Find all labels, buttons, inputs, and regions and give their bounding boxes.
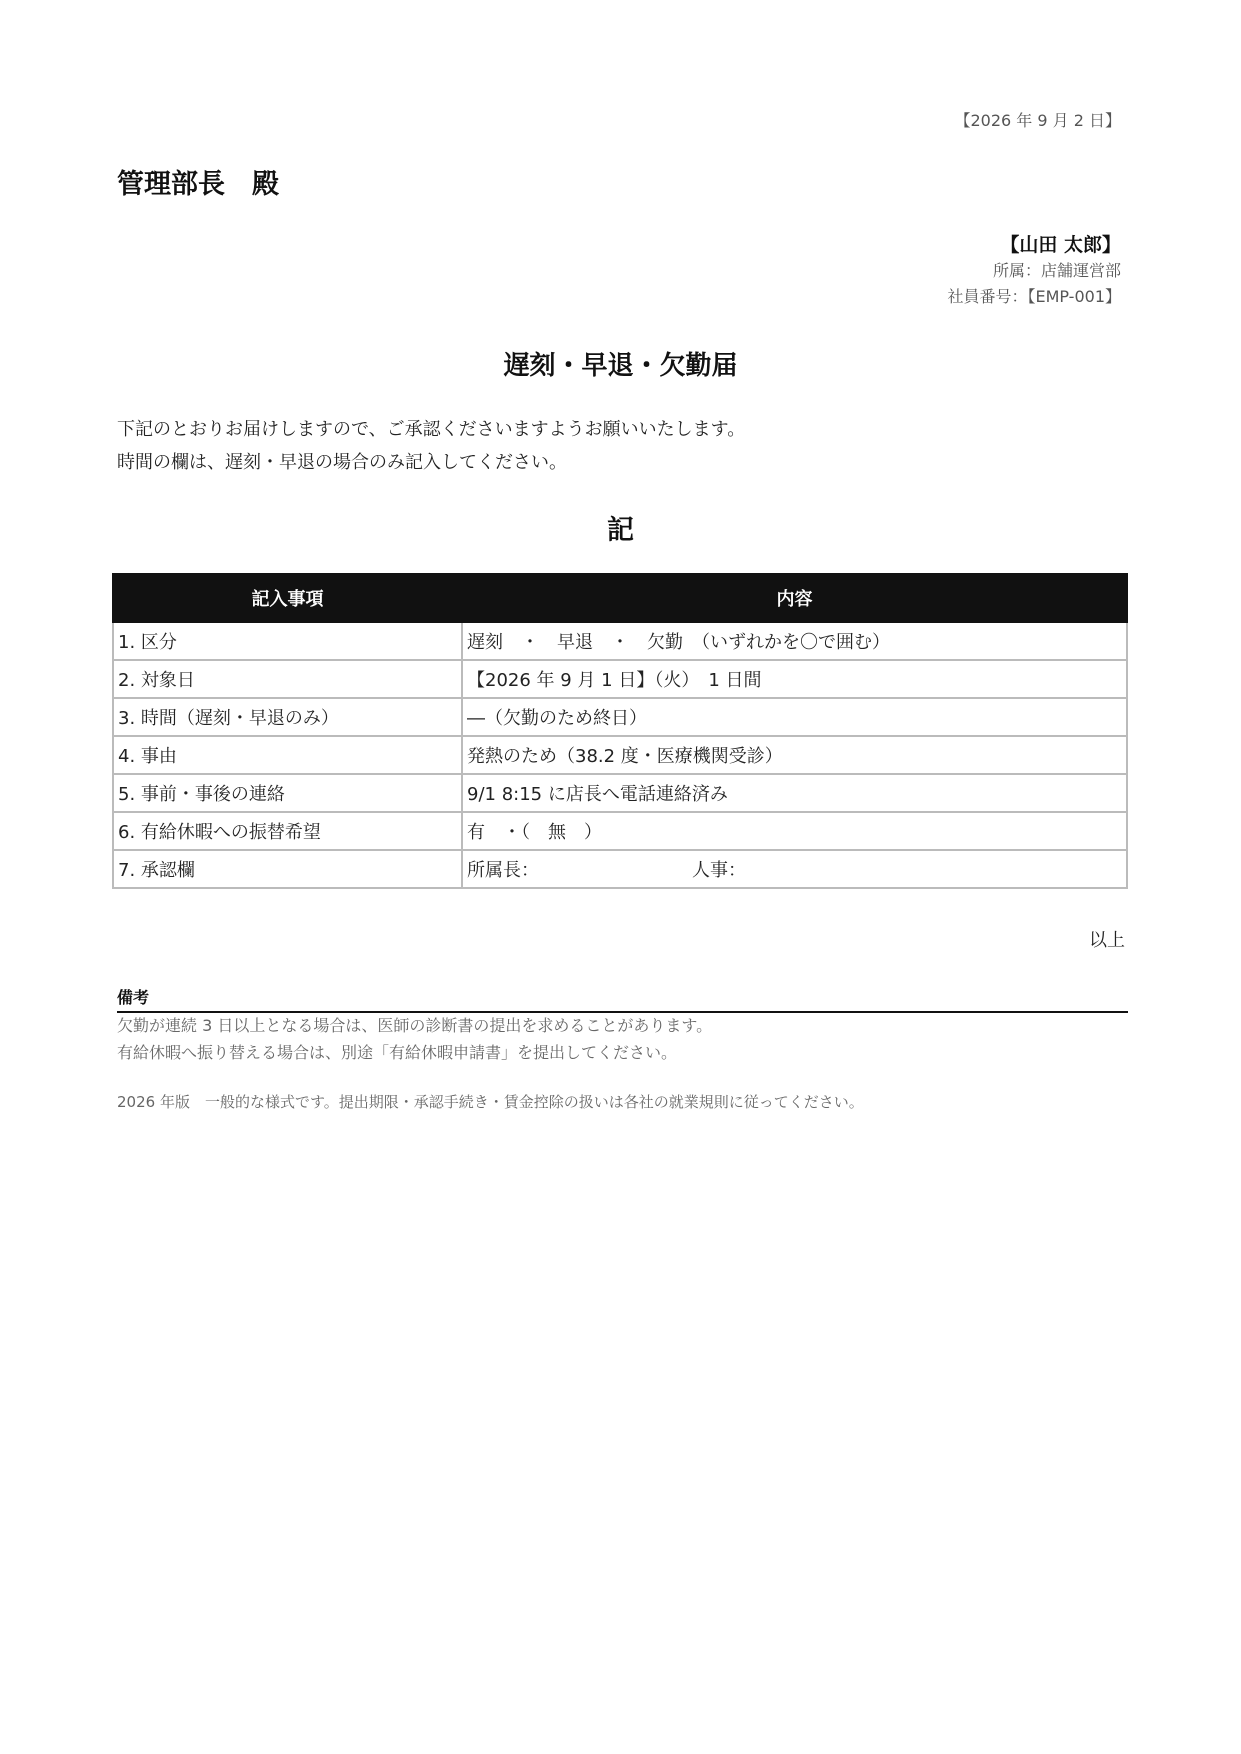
sender-employee-id: 社員番号：【EMP-001】 — [947, 287, 1121, 306]
table-row — [113, 812, 1127, 850]
row-label: 5. 事前・事後の連絡 — [113, 774, 462, 812]
table-row — [113, 622, 1127, 660]
row-label: 6. 有給休暇への振替希望 — [113, 812, 462, 850]
remarks-body — [117, 1012, 712, 1066]
remarks-line-2: 有給休暇へ振り替える場合は、別途「有給休暇申請書」を提出してください。 — [117, 1043, 678, 1062]
document-date: 【2026 年 9 月 2 日】 — [954, 111, 1121, 130]
document-title: 遅刻・早退・欠勤届 — [503, 351, 738, 381]
row-value: 【2026 年 9 月 1 日】（火） 1 日間 — [462, 660, 1127, 698]
sender-name: 【山田 太郎】 — [1000, 234, 1121, 256]
intro-text — [117, 413, 745, 479]
row-value: 遅刻 ・ 早退 ・ 欠勤 （いずれかを〇で囲む） — [462, 622, 1127, 660]
row-value: 9/1 8:15 に店長へ電話連絡済み — [462, 774, 1127, 812]
row-value: 発熱のため（38.2 度・医療機関受診） — [462, 736, 1127, 774]
table-row — [113, 850, 1127, 888]
table-row — [113, 698, 1127, 736]
remarks-line-1: 欠勤が連続 3 日以上となる場合は、医師の診断書の提出を求めることがあります。 — [117, 1016, 713, 1035]
sender-department: 所属：店舗運営部 — [992, 261, 1121, 280]
table-header-item: 記入事項 — [113, 574, 462, 622]
table-row — [113, 774, 1127, 812]
row-label: 4. 事由 — [113, 736, 462, 774]
table-header-content: 内容 — [462, 574, 1127, 622]
form-table — [112, 573, 1128, 889]
closing-text: 以上 — [1089, 930, 1125, 951]
remarks-heading: 備考 — [117, 985, 1128, 1013]
intro-line-1: 下記のとおりお届けしますので、ご承認くださいますようお願いいたします。 — [117, 419, 746, 440]
row-value: 有 ・（ 無 ） — [462, 812, 1127, 850]
row-label: 1. 区分 — [113, 622, 462, 660]
footer-note: 2026 年版 一般的な様式です。提出期限・承認手続き・賃金控除の扱いは各社の就業規則に従ってください。 — [117, 1093, 864, 1111]
table-row — [113, 660, 1127, 698]
row-value: 所属長： 人事： — [462, 850, 1127, 888]
table-header-row — [113, 574, 1127, 622]
intro-line-2: 時間の欄は、遅刻・早退の場合のみ記入してください。 — [117, 452, 567, 473]
table-row — [113, 736, 1127, 774]
ki-heading: 記 — [607, 515, 634, 546]
recipient: 管理部長 殿 — [117, 169, 279, 200]
row-value: ―（欠勤のため終日） — [462, 698, 1127, 736]
row-label: 2. 対象日 — [113, 660, 462, 698]
row-label: 7. 承認欄 — [113, 850, 462, 888]
sender-block — [947, 232, 1121, 310]
row-label: 3. 時間（遅刻・早退のみ） — [113, 698, 462, 736]
